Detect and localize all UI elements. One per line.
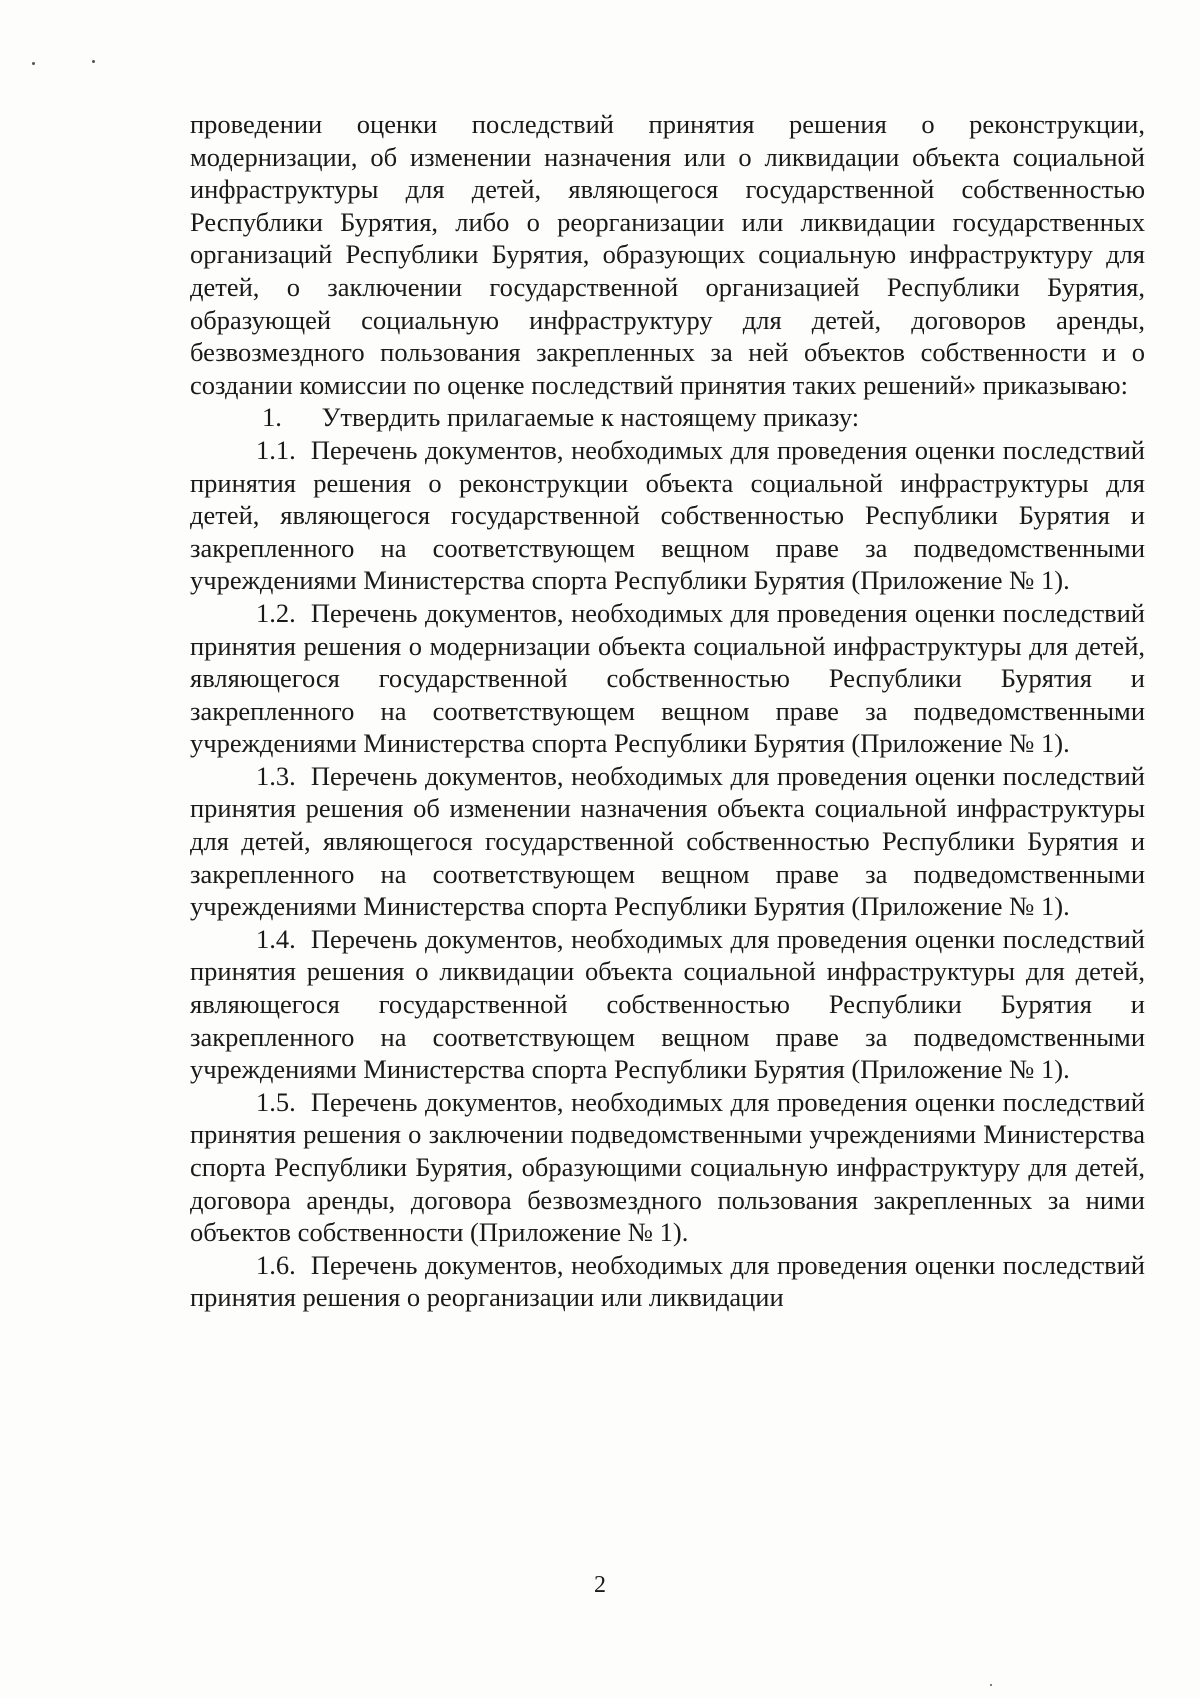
item-1-2-paragraph: 1.2. Перечень документов, необходимых для проведения оценки последствий принятия решения о модернизации объекта социальной инфраструктуры для детей, являющегося государственной собственностью Республики Бурятия и закрепленного на соответствующем вещном праве за подведомственными учреждениями Министерства спорта Республики Бурятия (Приложение № 1). <box>190 597 1152 759</box>
page-number: 2 <box>594 1572 606 1598</box>
scan-speck <box>92 60 95 63</box>
scan-speck <box>32 62 35 65</box>
item-1-5-paragraph: 1.5. Перечень документов, необходимых для проведения оценки последствий принятия решения о заключении подведомственными учреждениями Министерства спорта Республики Бурятия, образующими социальную инфраструктуру для детей, договора аренды, договора безвозмездного пользования закрепленных за ними объектов собственности (Приложение № 1). <box>190 1086 1152 1248</box>
item-1-1-paragraph: 1.1. Перечень документов, необходимых для проведения оценки последствий принятия решения о реконструкции объекта социальной инфраструктуры для детей, являющегося государственной собственностью Республики Бурятия и закрепленного на соответствующем вещном праве за подведомственными учреждениями Министерства спорта Республики Бурятия (Приложение № 1). <box>190 434 1152 596</box>
intro-paragraph: проведении оценки последствий принятия решения о реконструкции, модернизации, об изменении назначения или о ликвидации объекта социальной инфраструктуры для детей, являющегося государственной собственностью Республики Бурятия, либо о реорганизации или ликвидации государственных организаций Республики Бурятия, образующих социальную инфраструктуру для детей, о заключении государственной организацией Республики Бурятия, образующей социальную инфраструктуру для детей, договоров аренды, безвозмездного пользования закрепленных за ней объектов собственности и о создании комиссии по оценке последствий принятия таких решений» приказываю: <box>190 109 1145 400</box>
scan-speck <box>990 1684 992 1686</box>
item-1-4-paragraph: 1.4. Перечень документов, необходимых для проведения оценки последствий принятия решения о ликвидации объекта социальной инфраструктуры для детей, являющегося государственной собственностью Республики Бурятия и закрепленного на соответствующем вещном праве за подведомственными учреждениями Министерства спорта Республики Бурятия (Приложение № 1). <box>190 923 1152 1085</box>
item-1-3-paragraph: 1.3. Перечень документов, необходимых для проведения оценки последствий принятия решения об изменении назначения объекта социальной инфраструктуры для детей, являющегося государственной собственностью Республики Бурятия и закрепленного на соответствующем вещном праве за подведомственными учреждениями Министерства спорта Республики Бурятия (Приложение № 1). <box>190 760 1152 922</box>
item-1-6-paragraph: 1.6. Перечень документов, необходимых для проведения оценки последствий принятия решения о реорганизации или ликвидации <box>190 1249 1152 1313</box>
item-1-paragraph: 1. Утвердить прилагаемые к настоящему приказу: <box>262 402 860 433</box>
document-body <box>190 108 1152 1314</box>
